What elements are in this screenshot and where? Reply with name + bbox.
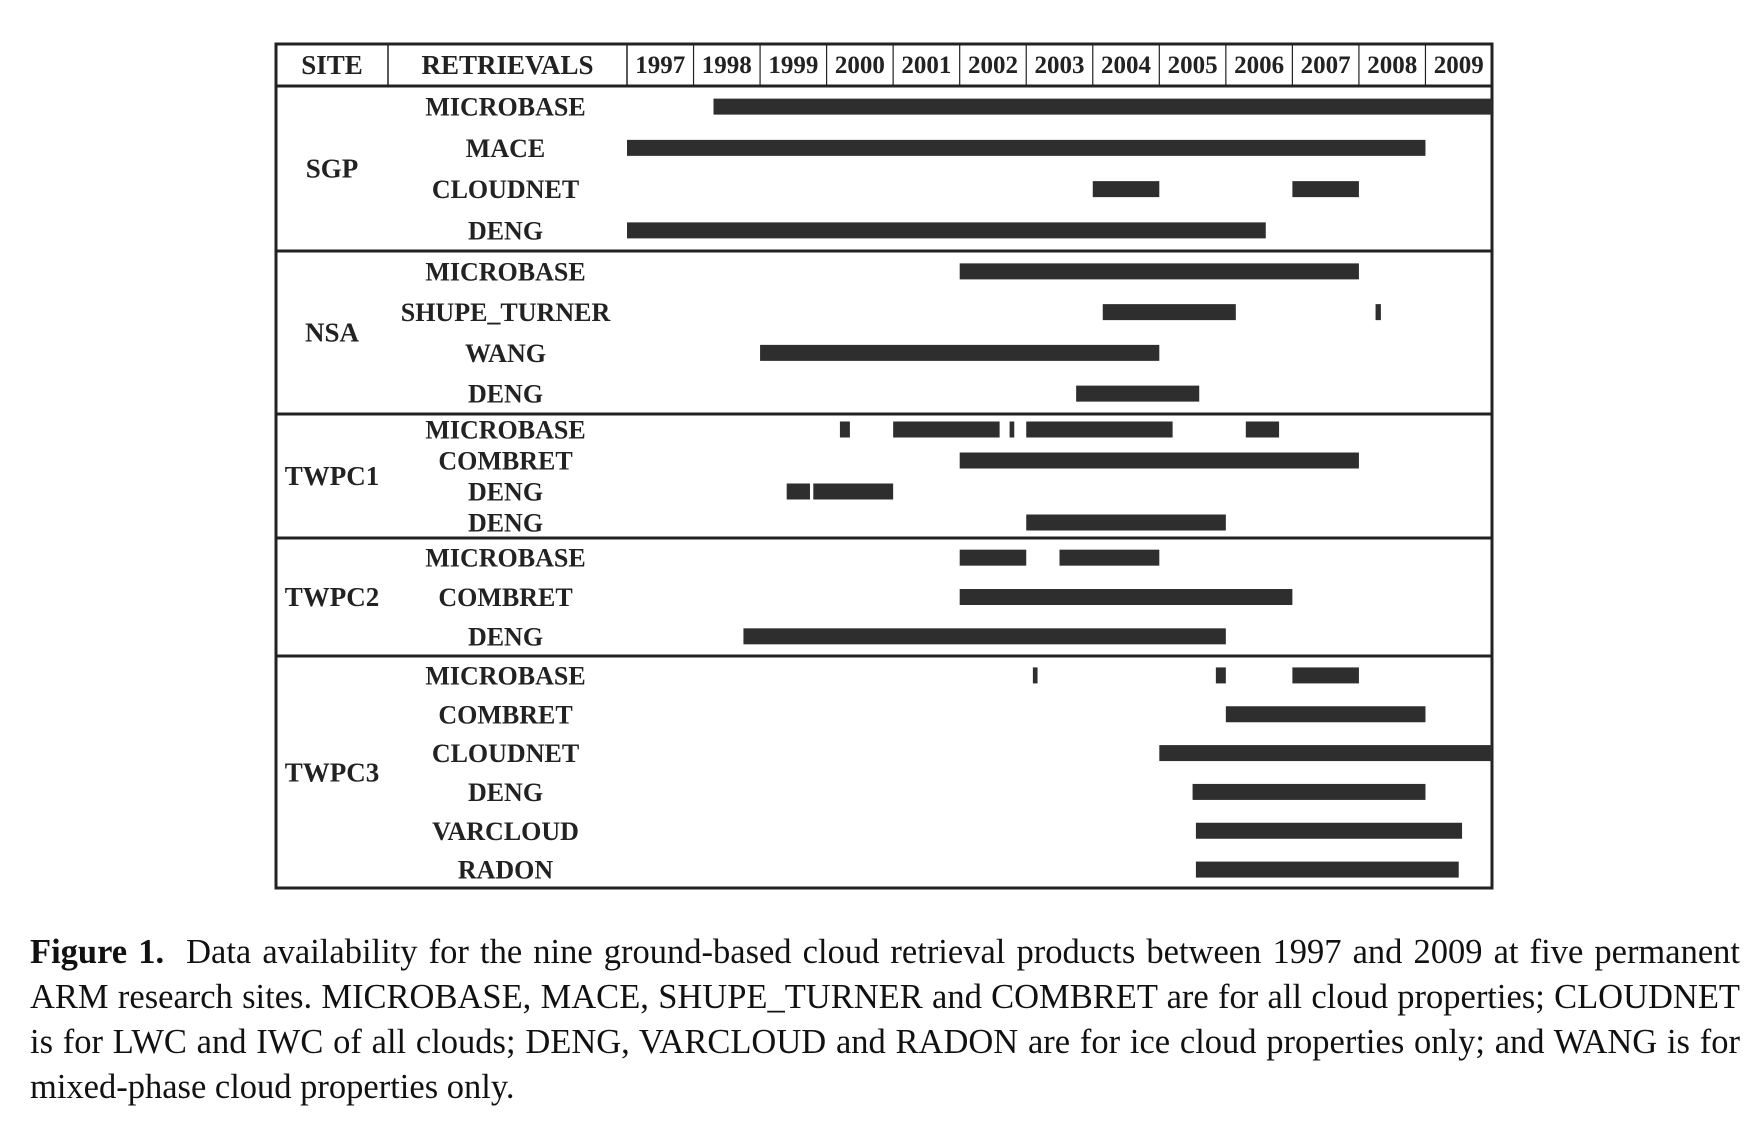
site-label: TWPC3	[284, 757, 380, 788]
availability-bar	[960, 453, 1359, 469]
availability-bar	[813, 484, 893, 500]
availability-bar	[1103, 304, 1236, 320]
retrieval-label: COMBRET	[438, 583, 573, 612]
availability-bar	[840, 422, 850, 438]
year-label: 2000	[834, 52, 885, 79]
availability-bar	[1076, 386, 1199, 402]
year-label: 1997	[635, 52, 686, 79]
site-label: NSA	[304, 317, 360, 348]
retrieval-label: MICROBASE	[425, 415, 586, 445]
availability-bar	[1216, 667, 1226, 683]
availability-bar	[627, 222, 1266, 238]
availability-bar	[1033, 667, 1038, 683]
site-label: TWPC2	[284, 582, 380, 612]
header-site-label: SITE	[301, 50, 363, 80]
retrieval-label: MACE	[465, 133, 546, 163]
availability-bar	[787, 484, 810, 500]
availability-bar	[1226, 706, 1426, 722]
retrieval-label: DENG	[467, 216, 544, 246]
retrieval-label: COMBRET	[438, 700, 573, 730]
availability-bar	[1159, 745, 1492, 761]
retrieval-label: MICROBASE	[425, 257, 586, 287]
retrieval-label: CLOUDNET	[431, 175, 580, 205]
year-label: 2006	[1234, 52, 1285, 79]
availability-bar	[1060, 550, 1160, 566]
availability-bar	[1026, 422, 1172, 438]
year-label: 1999	[768, 52, 819, 79]
availability-bar	[743, 628, 1225, 644]
availability-bar	[1292, 181, 1359, 197]
availability-bar	[1196, 862, 1459, 878]
figure-caption-text: Data availability for the nine ground-based cloud retrieval products between 1997 and 2009 at five permanent ARM research sites. MICROBASE, MACE, SHUPE_TURNER and COMBRET are for all cloud properties; CLOUDNET is for LWC and IWC of all clouds; DENG, VARCLOUD and RADON are for ice cloud properties only; and WANG is for mixed-phase cloud properties only.	[30, 933, 1740, 1106]
retrieval-label: RADON	[457, 855, 554, 885]
year-label: 2009	[1433, 52, 1484, 79]
site-label: SGP	[305, 153, 359, 184]
retrieval-label: COMBRET	[438, 446, 573, 476]
header-retrievals-label: RETRIEVALS	[421, 50, 594, 80]
retrieval-label: SHUPE_TURNER	[400, 298, 611, 328]
availability-bar	[627, 140, 1425, 156]
year-label: 2001	[901, 52, 952, 79]
year-label: 2004	[1101, 52, 1152, 79]
year-label: 2008	[1367, 52, 1418, 79]
availability-bar	[893, 422, 999, 438]
figure-caption	[30, 930, 1740, 1110]
retrieval-label: MICROBASE	[425, 92, 586, 122]
retrieval-label: DENG	[467, 622, 544, 652]
retrieval-label: MICROBASE	[425, 661, 586, 691]
availability-bar	[1193, 784, 1426, 800]
retrieval-label: DENG	[467, 477, 544, 507]
availability-bar	[960, 589, 1293, 605]
retrieval-label: DENG	[467, 508, 544, 538]
year-label: 1998	[701, 52, 752, 79]
availability-bar	[760, 345, 1159, 361]
retrieval-label: DENG	[467, 777, 544, 807]
availability-bar	[714, 99, 1493, 115]
year-label: 2007	[1300, 52, 1351, 79]
year-label: 2003	[1034, 52, 1085, 79]
retrieval-label: MICROBASE	[425, 543, 586, 573]
retrieval-label: CLOUDNET	[431, 739, 580, 769]
availability-bar	[1093, 181, 1160, 197]
retrieval-label: WANG	[465, 338, 546, 368]
site-label: TWPC1	[284, 461, 380, 491]
availability-bar	[960, 550, 1027, 566]
availability-bar	[960, 263, 1359, 279]
retrieval-label: DENG	[467, 379, 544, 409]
availability-bar	[1292, 667, 1359, 683]
availability-bar	[1246, 422, 1279, 438]
retrieval-label: VARCLOUD	[432, 816, 579, 846]
figure-caption-label: Figure 1.	[30, 933, 165, 971]
year-label: 2002	[967, 52, 1018, 79]
availability-bar	[1026, 515, 1226, 531]
availability-bar	[1196, 823, 1462, 839]
availability-bar	[1376, 304, 1381, 320]
availability-bar	[1010, 422, 1015, 438]
year-label: 2005	[1167, 52, 1218, 79]
